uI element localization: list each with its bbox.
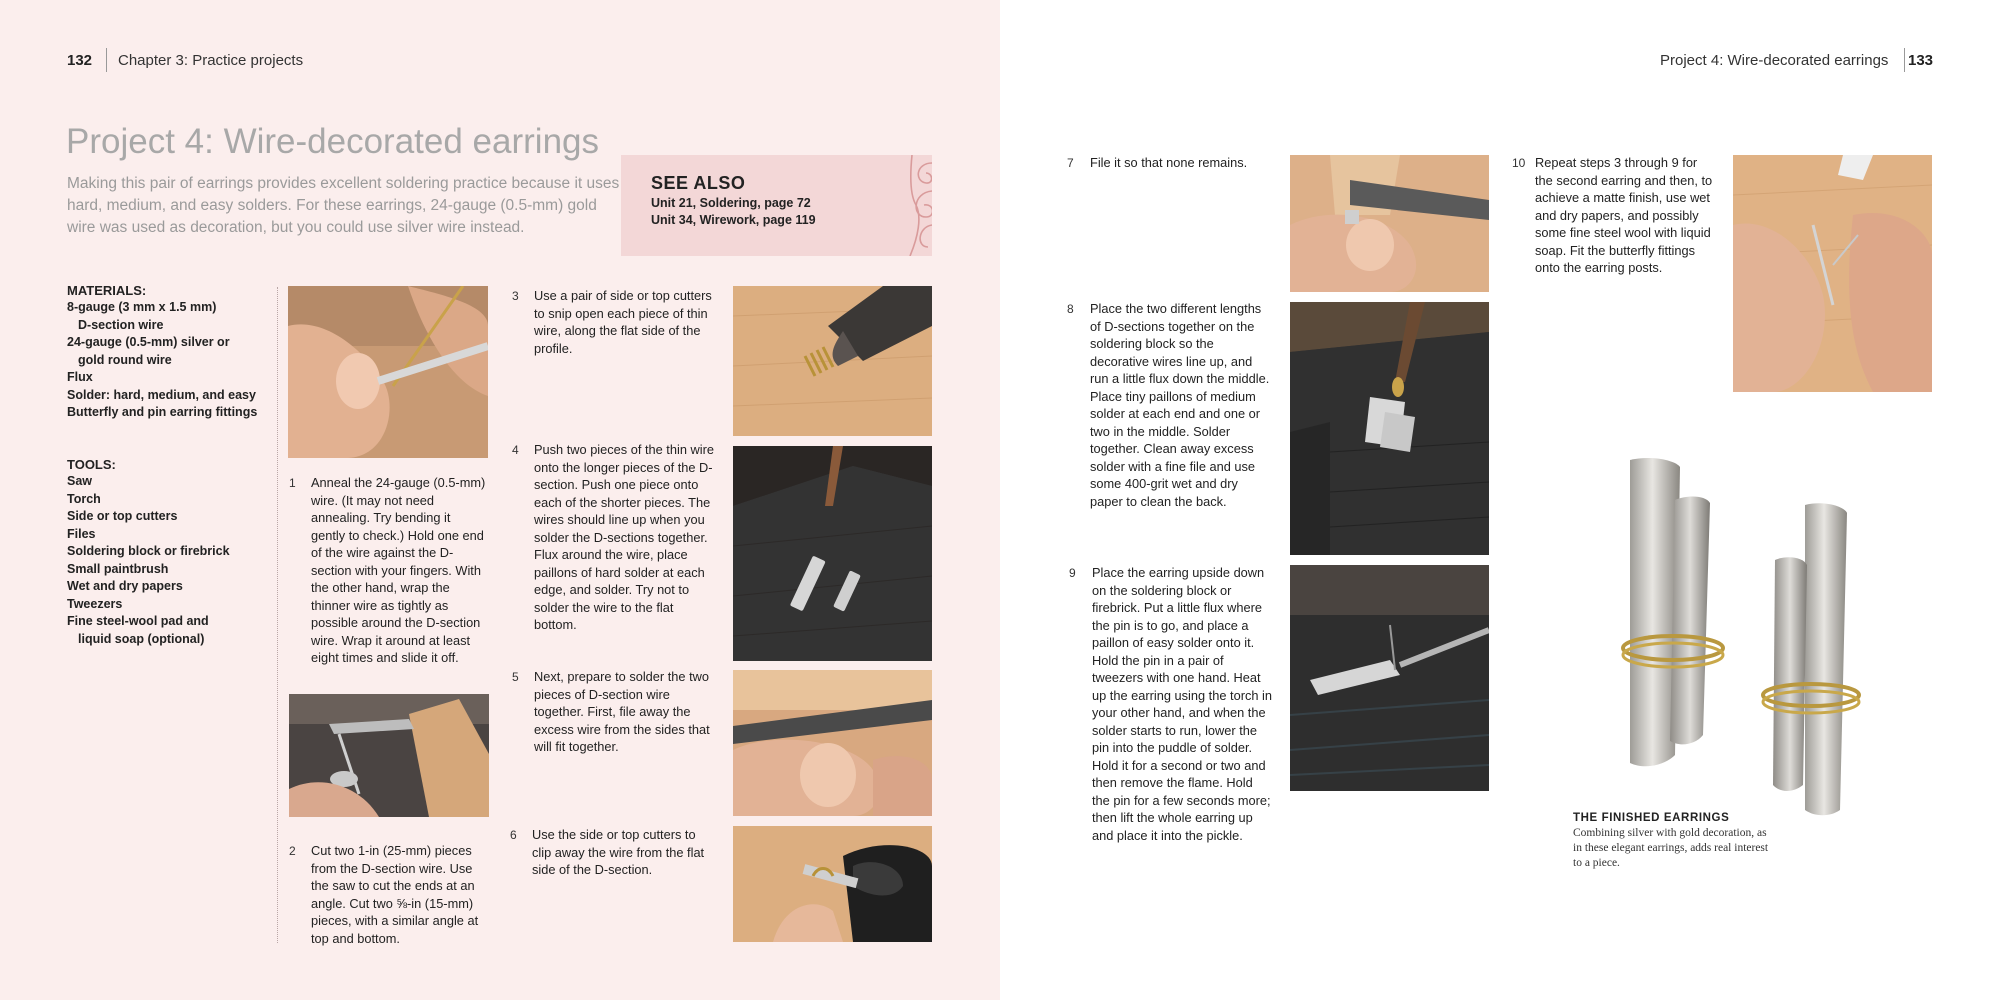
tool-item: Small paintbrush xyxy=(67,561,169,576)
step-text: Anneal the 24-gauge (0.5-mm) wire. (It may not need annealing. Try bending it gently to check.) Hold one end of the wire against the D-section with your fingers. With the other hand, wrap the thinner wire as tightly as possible around the D-section wire. Wrap it around at least eight times and slide it off. xyxy=(311,475,486,665)
materials-heading: MATERIALS: xyxy=(67,283,147,298)
material-item: 8-gauge (3 mm x 1.5 mm) xyxy=(67,300,217,314)
photo-step-6 xyxy=(733,826,932,942)
materials-list xyxy=(67,299,257,422)
step-number: 4 xyxy=(512,443,519,457)
tool-item: liquid soap (optional) xyxy=(78,631,205,646)
right-running-head: Project 4: Wire-decorated earrings xyxy=(1660,52,1889,69)
right-page xyxy=(1000,0,2000,1000)
photo-step-8 xyxy=(1290,302,1489,555)
step-number: 9 xyxy=(1069,566,1076,580)
tool-item: Soldering block or firebrick xyxy=(67,544,230,558)
page-title: Project 4: Wire-decorated earrings xyxy=(66,122,599,161)
material-item: Flux xyxy=(67,370,93,384)
photo-step-5 xyxy=(733,670,932,816)
tool-item: Side or top cutters xyxy=(67,509,178,523)
tool-item: Wet and dry papers xyxy=(67,579,183,593)
photo-step-2 xyxy=(289,694,489,817)
photo-step-10 xyxy=(1733,155,1932,392)
see-also-title: SEE ALSO xyxy=(651,173,746,193)
tool-item: Files xyxy=(67,526,96,541)
step-number: 1 xyxy=(289,476,296,490)
see-also-box xyxy=(621,155,932,256)
material-item: D-section wire xyxy=(78,317,164,332)
step-number: 5 xyxy=(512,670,519,684)
step-text: Place the two different lengths of D-sections together on the soldering block so the decorative wires line up, and run a little flux down the middle. Place tiny paillons of medium solder at each end and one or two in the middle. Solder together. Clean away excess solder with a fine file and use some 400-grit wet and dry paper to clean the back. xyxy=(1090,301,1270,509)
folio-divider xyxy=(106,48,107,72)
step-text: Use a pair of side or top cutters to snip open each piece of thin wire, along the flat side of the profile. xyxy=(534,288,712,356)
right-folio: 133 xyxy=(1908,52,1934,69)
photo-step-9 xyxy=(1290,565,1489,791)
step-text: File it so that none remains. xyxy=(1090,155,1248,170)
tool-item: Fine steel-wool pad and xyxy=(67,614,209,628)
material-item: Butterfly and pin earring fittings xyxy=(67,405,258,419)
intro-paragraph: Making this pair of earrings provides excellent soldering practice because it uses hard, medium, and easy solders. For these earrings, 24-gauge (0.5-mm) gold wire was used as decoration, but you could use silver wire instead. xyxy=(67,175,620,236)
tool-item: Torch xyxy=(67,491,101,506)
swirl-ornament-icon xyxy=(906,155,932,256)
folio-divider xyxy=(1904,48,1905,72)
material-item: Solder: hard, medium, and easy xyxy=(67,387,256,402)
step-text: Repeat steps 3 through 9 for the second earring and then, to achieve a matte finish, use wet and dry papers, and possibly some fine steel wool with liquid soap. Fit the butterfly fittings onto the earring posts. xyxy=(1535,155,1713,275)
left-running-head: Chapter 3: Practice projects xyxy=(118,52,304,69)
step-text: Next, prepare to solder the two pieces of D-section wire together. First, file away the excess wire from the sides that will fit together. xyxy=(534,669,710,754)
step-number: 2 xyxy=(289,844,296,858)
step-number: 7 xyxy=(1067,156,1074,170)
finished-caption-title: THE FINISHED EARRINGS xyxy=(1573,812,1730,824)
photo-step-7 xyxy=(1290,155,1489,292)
left-folio: 132 xyxy=(67,52,93,69)
tool-item: Saw xyxy=(67,474,93,488)
step-number: 6 xyxy=(510,828,517,842)
column-divider xyxy=(277,287,278,943)
tools-list xyxy=(67,473,230,648)
photo-step-1 xyxy=(288,286,488,458)
see-also-link-soldering[interactable]: Unit 21, Soldering, page 72 xyxy=(651,196,811,210)
step-text: Use the side or top cutters to clip away the wire from the flat side of the D-section. xyxy=(532,827,705,877)
step-text: Push two pieces of the thin wire onto the longer pieces of the D-section. Push one piece onto each of the shorter pieces. The wires should line up when you solder the D-sections together. Flux around the wire, place paillons of hard solder at each edge, and solder. Try not to solder the wire to the flat bottom. xyxy=(534,442,714,632)
photo-step-4 xyxy=(733,446,932,661)
material-item: 24-gauge (0.5-mm) silver or xyxy=(67,335,230,349)
step-number: 8 xyxy=(1067,302,1074,316)
tool-item: Tweezers xyxy=(67,596,123,611)
see-also-link-wirework[interactable]: Unit 34, Wirework, page 119 xyxy=(651,213,816,227)
tools-heading: TOOLS: xyxy=(67,457,116,472)
finished-earrings-photo xyxy=(1575,455,1895,830)
step-number: 3 xyxy=(512,289,519,303)
step-text: Cut two 1-in (25-mm) pieces from the D-section wire. Use the saw to cut the ends at an angle. Cut two ⅝-in (15-mm) pieces, with a similar angle at top and bottom. xyxy=(311,843,479,946)
finished-caption: Combining silver with gold decoration, as in these elegant earrings, adds real interest to a piece. xyxy=(1573,827,1769,869)
photo-step-3 xyxy=(733,286,932,436)
step-text: Place the earring upside down on the soldering block or firebrick. Put a little flux where the pin is to go, and place a paillon of easy solder onto it. Hold the pin in a pair of tweezers with one hand. Heat up the earring using the torch in your other hand, and when the solder starts to run, lower the pin into the puddle of solder. Hold it for a second or two and then remove the flame. Hold the pin for a few seconds more; then lift the whole earring up and place it into the pickle. xyxy=(1092,565,1272,843)
material-item: gold round wire xyxy=(78,352,172,367)
step-number: 10 xyxy=(1512,156,1526,170)
